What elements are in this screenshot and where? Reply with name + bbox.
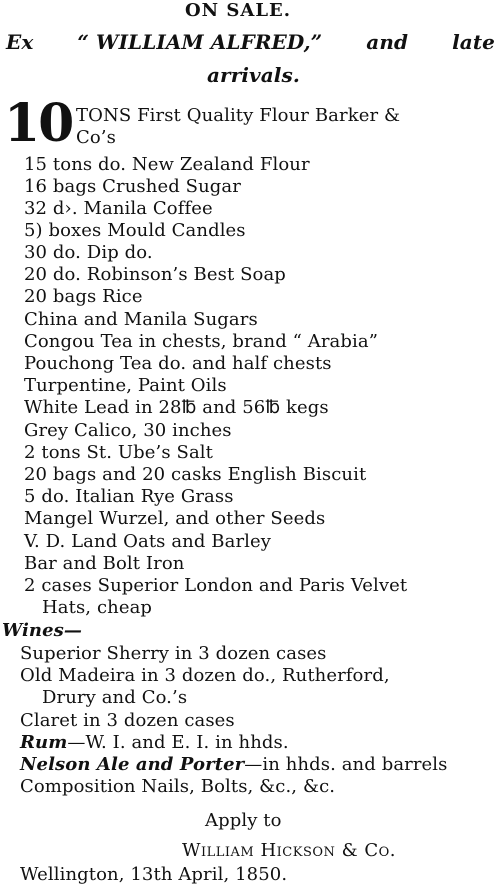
list-item: 16 bags Crushed Sugar: [24, 176, 241, 197]
list-item: 15 tons do. New Zealand Flour: [24, 154, 310, 175]
list-item: 2 tons St. Ube’s Salt: [24, 442, 213, 463]
list-item: Bar and Bolt Iron: [24, 553, 185, 574]
apply-to: Apply to: [205, 810, 282, 831]
heading: ON SALE.: [185, 0, 292, 21]
dateline: Wellington, 13th April, 1850.: [20, 864, 288, 885]
dropcap-numeral: 10: [4, 93, 73, 154]
list-item: 20 bags Rice: [24, 286, 143, 307]
wine-item: Superior Sherry in 3 dozen cases: [20, 643, 327, 664]
list-item: 20 do. Robinson’s Best Soap: [24, 264, 286, 285]
nelson-label: Nelson Ale and Porter: [20, 754, 245, 775]
first-item-line1: TONS First Quality Flour Barker &: [76, 105, 401, 126]
list-item: 20 bags and 20 casks English Biscuit: [24, 464, 367, 485]
list-item: Turpentine, Paint Oils: [24, 375, 227, 396]
list-item: Pouchong Tea do. and half chests: [24, 353, 332, 374]
nelson-line: [20, 754, 448, 776]
list-item: 5 do. Italian Rye Grass: [24, 486, 234, 507]
ship-name: “ WILLIAM ALFRED,”: [77, 30, 323, 54]
ex-connector: and: [366, 30, 409, 54]
wine-item: Drury and Co.’s: [42, 687, 188, 708]
ex-tail: late: [452, 30, 495, 54]
ex-line: [6, 31, 495, 53]
list-item: Mangel Wurzel, and other Seeds: [24, 508, 326, 529]
list-item: Hats, cheap: [42, 597, 153, 618]
list-item: Grey Calico, 30 inches: [24, 420, 232, 441]
list-item: V. D. Land Oats and Barley: [24, 531, 272, 552]
list-item: 32 d›. Manila Coffee: [24, 198, 213, 219]
arrivals: arrivals.: [207, 63, 300, 87]
nelson-text: —in hhds. and barrels: [244, 754, 448, 775]
composition-line: Composition Nails, Bolts, &c., &c.: [20, 776, 336, 797]
rum-label: Rum: [20, 732, 68, 753]
list-item: China and Manila Sugars: [24, 309, 258, 330]
wines-label: Wines—: [2, 620, 83, 641]
rum-line: [20, 732, 289, 754]
list-item: White Lead in 28℔ and 56℔ kegs: [24, 397, 329, 418]
first-item-line2: Co’s: [76, 127, 116, 148]
firm-name: William Hickson & Co.: [182, 840, 397, 861]
list-item: 5) boxes Mould Candles: [24, 220, 246, 241]
wine-item: Claret in 3 dozen cases: [20, 710, 235, 731]
list-item: 2 cases Superior London and Paris Velvet: [24, 575, 408, 596]
rum-text: —W. I. and E. I. in hhds.: [67, 732, 289, 753]
list-item: 30 do. Dip do.: [24, 242, 153, 263]
list-item: Congou Tea in chests, brand “ Arabia”: [24, 331, 379, 352]
ex-prefix: Ex: [6, 30, 34, 54]
wine-item: Old Madeira in 3 dozen do., Rutherford,: [20, 665, 390, 686]
